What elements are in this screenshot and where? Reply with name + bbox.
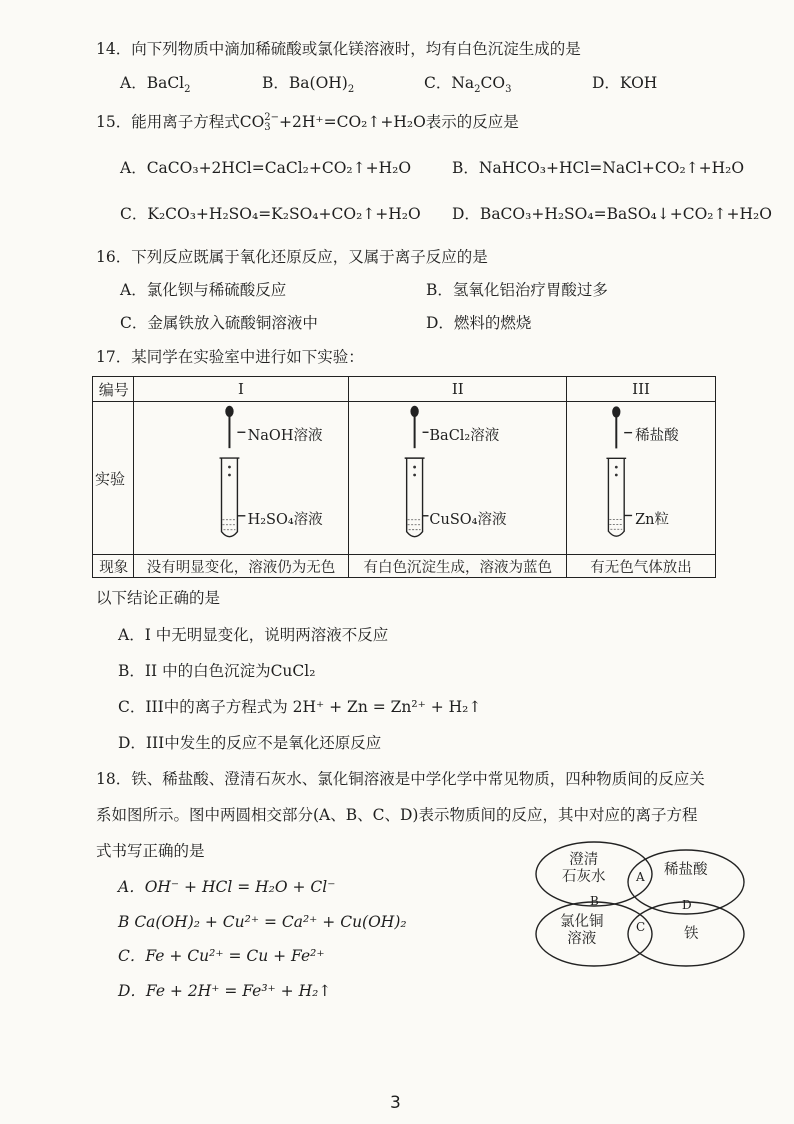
- q17-stem: 17．某同学在实验室中进行如下实验：: [96, 348, 364, 366]
- q15-option-a[interactable]: A．CaCO₃+2HCl=CaCl₂+CO₂↑+H₂O: [120, 159, 412, 177]
- q16-stem: 16．下列反应既属于氧化还原反应，又属于离子反应的是: [96, 248, 488, 266]
- q15-option-d[interactable]: D．BaCO₃+H₂SO₄=BaSO₄↓+CO₂↑+H₂O: [452, 205, 772, 223]
- venn-letter-c: C: [636, 920, 646, 934]
- q18-option-d[interactable]: D．Fe + 2H⁺ = Fe³⁺ + H₂↑: [118, 982, 332, 1000]
- venn-diagram: [532, 838, 748, 974]
- q14-option-c[interactable]: C．$Na_2CO_3$: [424, 74, 512, 96]
- venn-label-iron: 铁: [684, 926, 699, 942]
- column-header-3: III: [567, 377, 716, 402]
- q17-option-b[interactable]: B．II 中的白色沉淀为CuCl₂: [118, 662, 316, 680]
- venn-label-cucl2: 氯化铜 溶液: [560, 914, 604, 947]
- q18-stem-line3: 式书写正确的是: [96, 842, 205, 860]
- tube-content-1: H₂SO₄溶液: [247, 512, 323, 528]
- venn-letter-d: D: [682, 898, 692, 912]
- venn-letter-b: B: [590, 894, 599, 908]
- experiment-cell-3: [567, 402, 716, 555]
- tube-content-3: Zn粒: [635, 512, 670, 528]
- experiment-row-label: 实验: [93, 402, 134, 555]
- venn-label-hcl: 稀盐酸: [664, 862, 708, 878]
- q16-option-d[interactable]: D．燃料的燃烧: [426, 314, 532, 332]
- q14-option-d[interactable]: D．KOH: [592, 74, 658, 92]
- q17-conclusion-stem: 以下结论正确的是: [96, 589, 221, 607]
- column-header-1: I: [133, 377, 349, 402]
- experiment-cell-2: [349, 402, 567, 555]
- experiment-cell-1: [133, 402, 349, 555]
- tube-content-2: CuSO₄溶液: [429, 512, 507, 528]
- q16-option-a[interactable]: A．氯化钡与稀硫酸反应: [120, 281, 287, 299]
- observation-row-label: 现象: [93, 555, 134, 578]
- dropper-reagent-2: BaCl₂溶液: [429, 428, 500, 444]
- observation-1: 没有明显变化，溶液仍为无色: [133, 555, 349, 578]
- venn-label-limewater: 澄清 石灰水: [562, 852, 606, 885]
- q16-option-c[interactable]: C．金属铁放入硫酸铜溶液中: [120, 314, 318, 332]
- q15-option-c[interactable]: C．K₂CO₃+H₂SO₄=K₂SO₄+CO₂↑+H₂O: [120, 205, 421, 223]
- q14-option-a[interactable]: A．BaCl$_2$: [120, 74, 191, 96]
- venn-letter-a: A: [636, 870, 645, 884]
- q15-stem: 15．能用离子方程式CO 2− 3 +2H⁺=CO₂↑+H₂O表示的反应是: [96, 112, 519, 133]
- q17-option-c[interactable]: C．III中的离子方程式为 2H⁺ + Zn = Zn²⁺ + H₂↑: [118, 698, 482, 716]
- dropper-reagent-3: 稀盐酸: [635, 428, 679, 444]
- table-header-label: 编号: [93, 377, 134, 402]
- observation-2: 有白色沉淀生成，溶液为蓝色: [349, 555, 567, 578]
- q17-option-a[interactable]: A．I 中无明显变化，说明两溶液不反应: [118, 626, 389, 644]
- q18-option-b[interactable]: B Ca(OH)₂ + Cu²⁺ = Ca²⁺ + Cu(OH)₂: [118, 913, 407, 931]
- column-header-2: II: [349, 377, 567, 402]
- q18-option-a[interactable]: A．OH⁻ + HCl = H₂O + Cl⁻: [118, 878, 336, 896]
- q14-stem: 14．向下列物质中滴加稀硫酸或氯化镁溶液时，均有白色沉淀生成的是: [96, 40, 581, 58]
- q17-option-d[interactable]: D．III中发生的反应不是氧化还原反应: [118, 734, 382, 752]
- observation-3: 有无色气体放出: [567, 555, 716, 578]
- q18-stem-line2: 系如图所示。图中两圆相交部分(A、B、C、D)表示物质间的反应，其中对应的离子方程: [96, 806, 698, 824]
- dropper-reagent-1: NaOH溶液: [247, 428, 323, 444]
- q14-option-b[interactable]: B．$Ba(OH)_2$: [262, 74, 355, 96]
- q16-option-b[interactable]: B．氢氧化铝治疗胃酸过多: [426, 281, 608, 299]
- q18-stem-line1: 18．铁、稀盐酸、澄清石灰水、氯化铜溶液是中学化学中常见物质，四种物质间的反应关: [96, 770, 705, 788]
- page-number: 3: [390, 1093, 401, 1113]
- q15-option-b[interactable]: B．NaHCO₃+HCl=NaCl+CO₂↑+H₂O: [452, 159, 745, 177]
- q18-option-c[interactable]: C．Fe + Cu²⁺ = Cu + Fe²⁺: [118, 947, 325, 965]
- experiment-table: [92, 376, 716, 578]
